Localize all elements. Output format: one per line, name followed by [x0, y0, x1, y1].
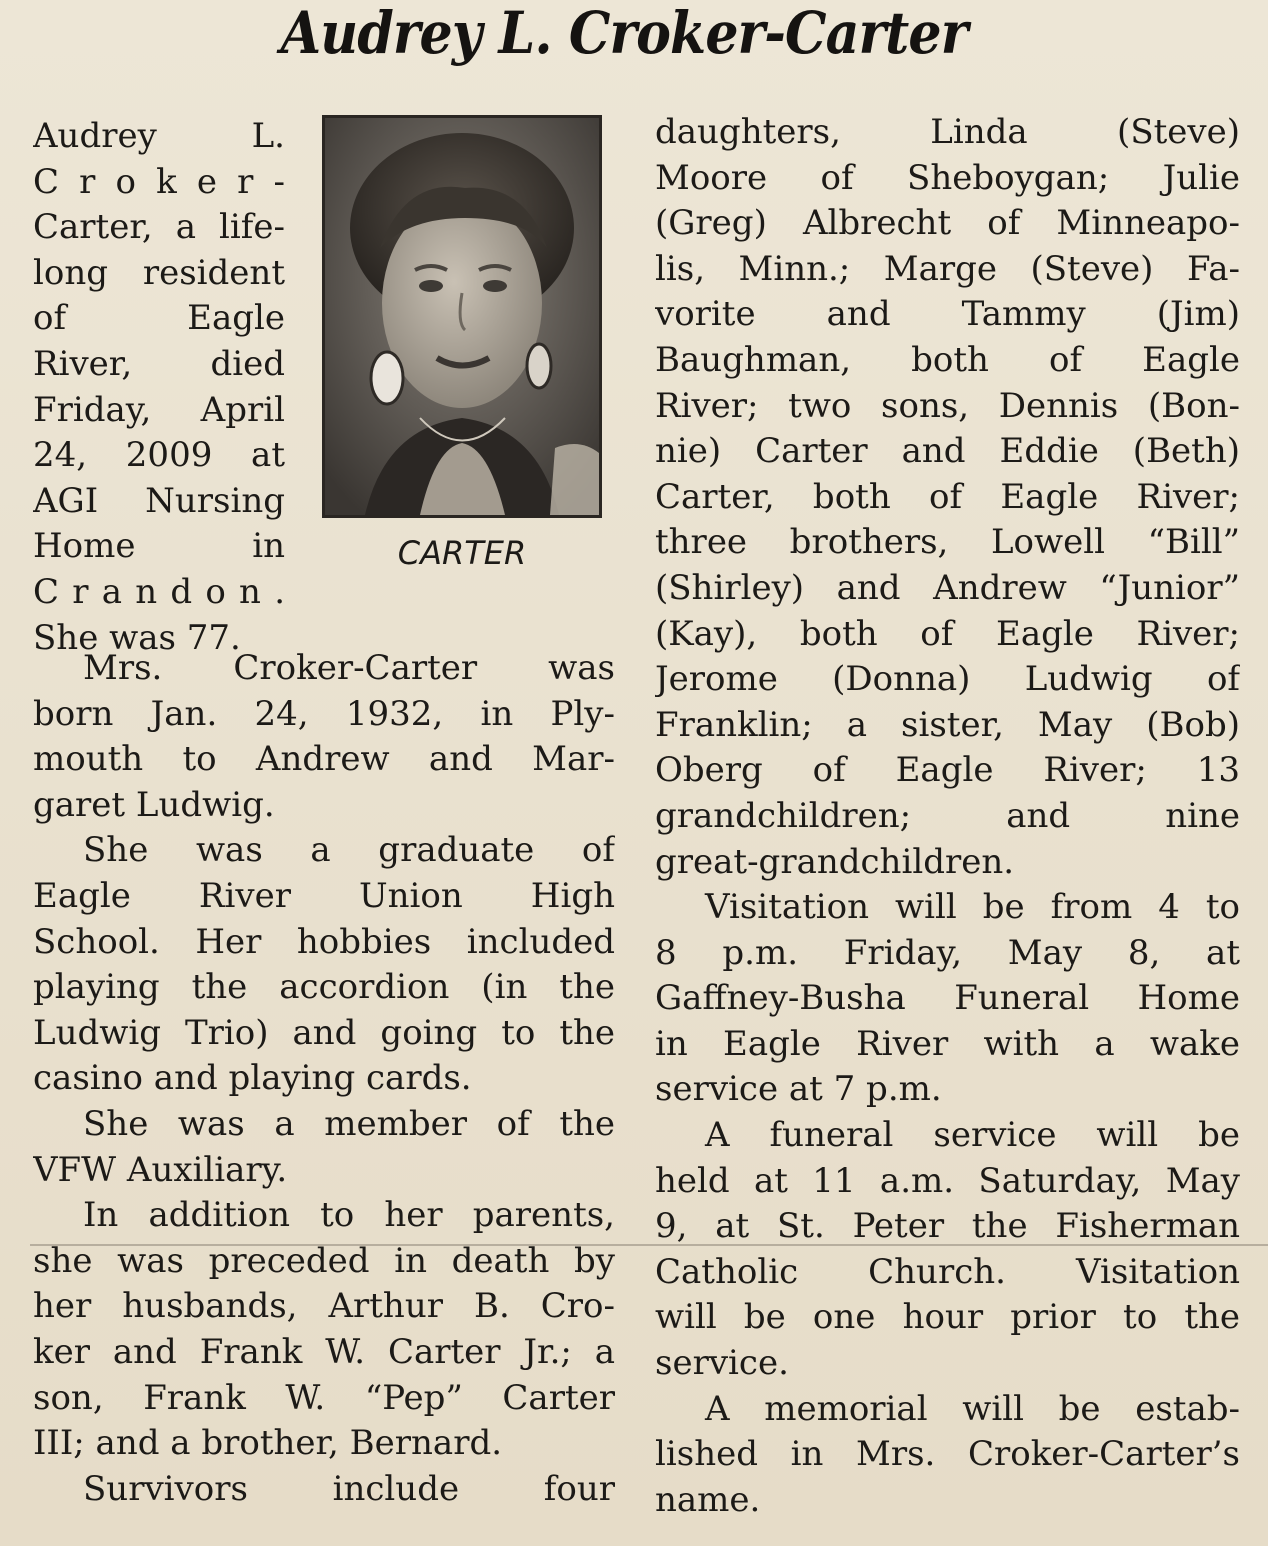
- text-line: casino and playing cards.: [33, 1058, 472, 1099]
- text-line: Survivors include four: [83, 1468, 615, 1509]
- text-line: Visitation will be from 4 to: [705, 887, 1240, 928]
- portrait-image: [325, 118, 599, 515]
- text-line: name.: [655, 1479, 761, 1520]
- text-line: River; two sons, Dennis (Bon-: [655, 385, 1240, 426]
- text-line: Moore of Sheboygan; Julie: [655, 157, 1240, 198]
- column-left-top: [33, 114, 285, 661]
- text-line: service.: [655, 1343, 789, 1384]
- portrait-photo: [322, 115, 602, 518]
- text-line: Carter, a life-: [33, 207, 285, 248]
- text-line: Home in: [33, 526, 285, 567]
- text-line: Carter, both of Eagle River;: [655, 476, 1240, 517]
- text-line: nie) Carter and Eddie (Beth): [655, 431, 1240, 472]
- text-line: lis, Minn.; Marge (Steve) Fa-: [655, 248, 1240, 289]
- text-line: in Eagle River with a wake: [655, 1023, 1240, 1064]
- text-line: playing the accordion (in the: [33, 967, 615, 1008]
- text-line: She was a graduate of: [83, 830, 615, 871]
- text-line: born Jan. 24, 1932, in Ply-: [33, 693, 615, 734]
- text-line: of Eagle: [33, 298, 285, 339]
- text-line: Eagle River Union High: [33, 875, 615, 916]
- text-line: garet Ludwig.: [33, 784, 275, 825]
- obituary-headline: Audrey L. Croker-Carter: [280, 0, 968, 67]
- text-line: long resident: [33, 252, 285, 293]
- text-line: she was preceded in death by: [33, 1240, 615, 1281]
- text-line: River, died: [33, 343, 285, 384]
- text-line: Franklin; a sister, May (Bob): [655, 704, 1240, 745]
- text-line: her husbands, Arthur B. Cro-: [33, 1286, 615, 1327]
- text-line: ker and Frank W. Carter Jr.; a: [33, 1331, 615, 1372]
- text-line: 24, 2009 at: [33, 435, 285, 476]
- text-line: She was 77.: [33, 617, 241, 658]
- text-line: Friday, April: [33, 389, 285, 430]
- text-line: A memorial will be estab-: [705, 1388, 1240, 1429]
- text-line: AGI Nursing: [33, 480, 285, 521]
- text-line: Oberg of Eagle River; 13: [655, 750, 1240, 791]
- text-line: School. Her hobbies included: [33, 921, 615, 962]
- text-line: service at 7 p.m.: [655, 1069, 942, 1110]
- text-line: Gaffney-Busha Funeral Home: [655, 978, 1240, 1019]
- text-line: Mrs. Croker-Carter was: [83, 648, 615, 688]
- text-line: In addition to her parents,: [83, 1195, 615, 1236]
- text-line: III; and a brother, Bernard.: [33, 1423, 503, 1464]
- text-line: Ludwig Trio) and going to the: [33, 1012, 615, 1053]
- text-line: son, Frank W. “Pep” Carter: [33, 1377, 615, 1418]
- text-line: mouth to Andrew and Mar-: [33, 739, 615, 780]
- column-right: [655, 110, 1240, 1523]
- text-line: (Greg) Albrecht of Minneapo-: [655, 203, 1240, 244]
- text-line: vorite and Tammy (Jim): [655, 294, 1240, 335]
- text-line: C r o k e r -: [33, 161, 285, 202]
- text-line: Baughman, both of Eagle: [655, 339, 1240, 380]
- text-line: lished in Mrs. Croker-Carter’s: [655, 1434, 1240, 1475]
- text-line: Jerome (Donna) Ludwig of: [655, 659, 1240, 700]
- text-line: C r a n d o n .: [33, 571, 285, 612]
- text-line: Audrey L.: [33, 116, 285, 156]
- text-line: three brothers, Lowell “Bill”: [655, 522, 1240, 563]
- text-line: held at 11 a.m. Saturday, May: [655, 1160, 1240, 1201]
- text-line: 9, at St. Peter the Fisherman: [655, 1206, 1240, 1247]
- text-line: She was a member of the: [83, 1103, 615, 1144]
- text-line: will be one hour prior to the: [655, 1297, 1240, 1338]
- text-line: great-grandchildren.: [655, 841, 1015, 882]
- text-line: grandchildren; and nine: [655, 795, 1240, 836]
- photo-caption: CARTER: [397, 534, 527, 572]
- text-line: (Shirley) and Andrew “Junior”: [655, 567, 1240, 608]
- text-line: 8 p.m. Friday, May 8, at: [655, 932, 1240, 973]
- text-line: VFW Auxiliary.: [33, 1149, 288, 1190]
- text-line: A funeral service will be: [705, 1115, 1240, 1156]
- column-left: [33, 646, 615, 1512]
- text-line: Catholic Church. Visitation: [655, 1251, 1240, 1292]
- text-line: daughters, Linda (Steve): [655, 112, 1240, 152]
- text-line: (Kay), both of Eagle River;: [655, 613, 1240, 654]
